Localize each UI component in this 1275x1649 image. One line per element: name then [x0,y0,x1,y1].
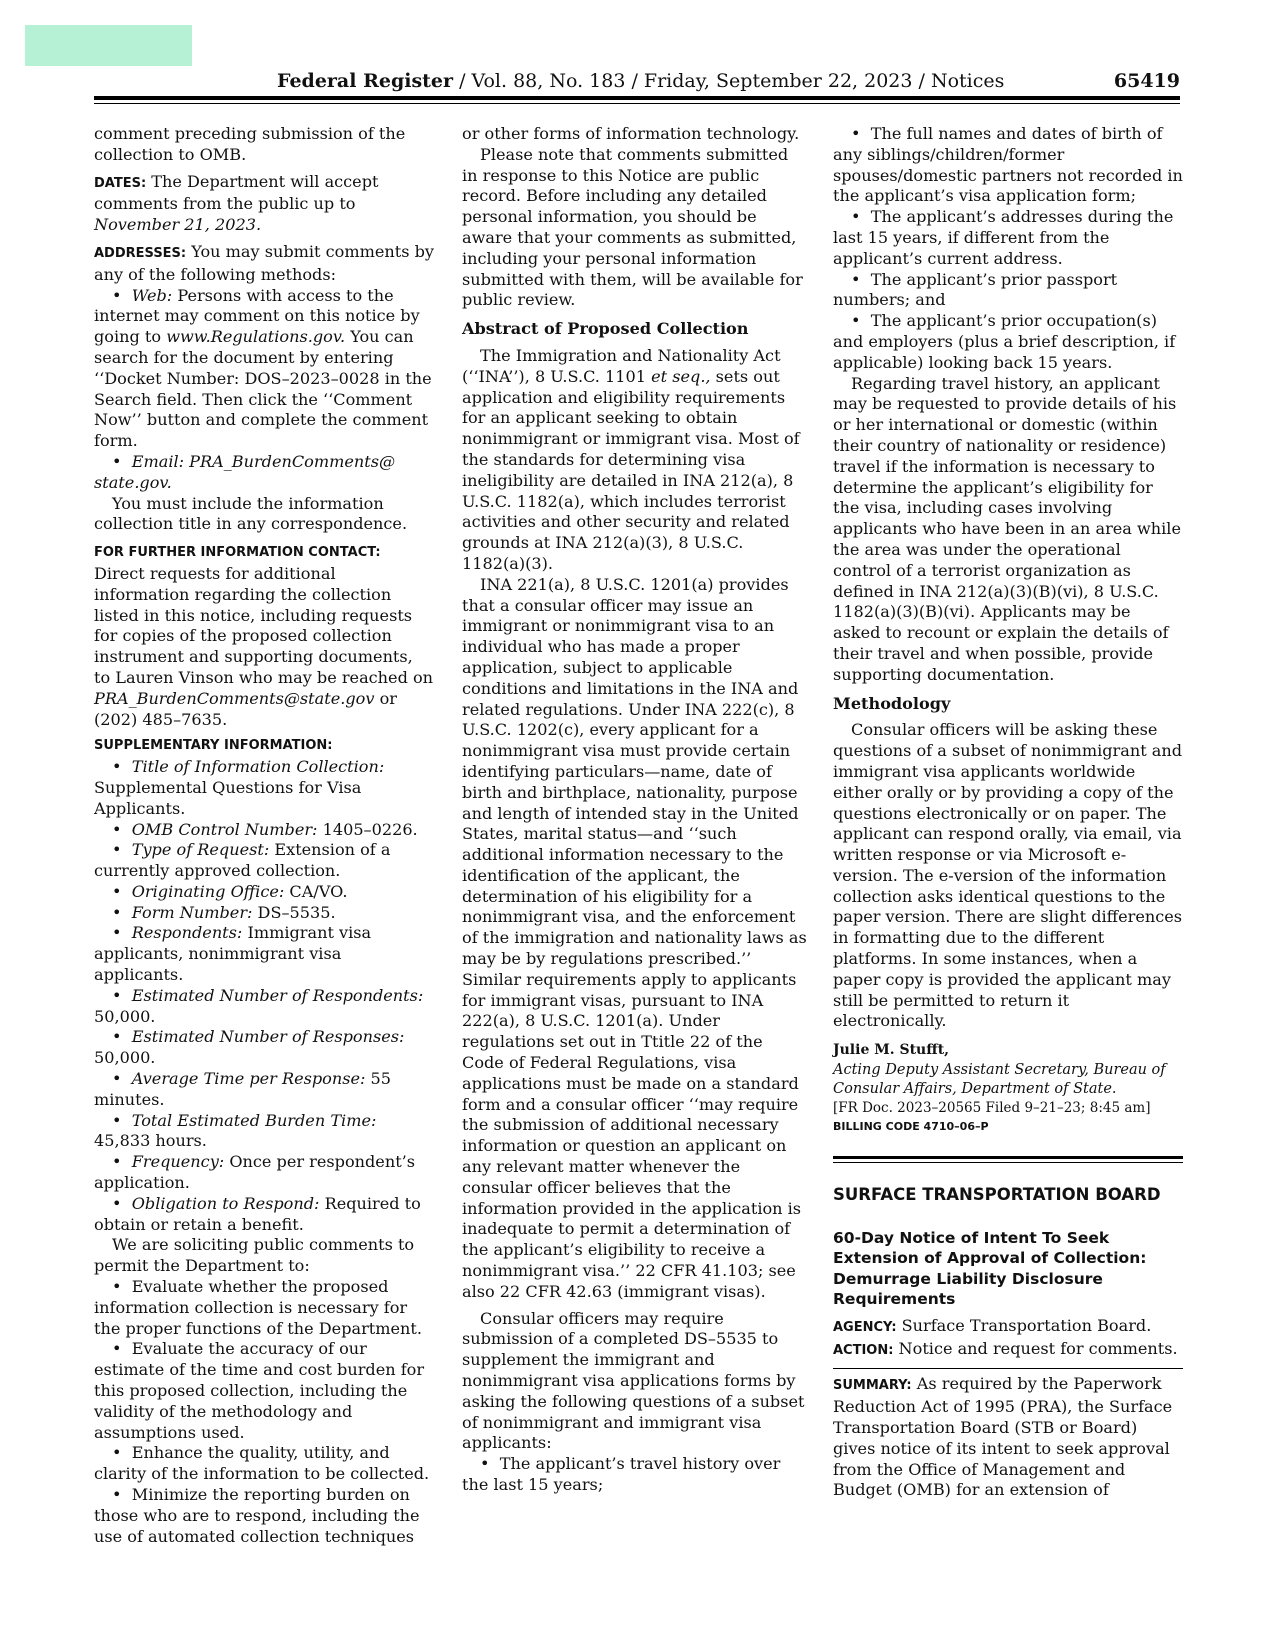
fr-doc-line: [FR Doc. 2023–20565 Filed 9–21–23; 8:45 am] [833,1100,1151,1117]
list-item: • Evaluate whether the proposed information collection is necessary for the proper functions of the Department. [94,1277,422,1338]
intro-paragraph: comment preceding submission of the collection to OMB. [94,124,406,164]
section-divider-thin [833,1162,1183,1163]
methodology-paragraph: Consular officers will be asking these questions of a subset of nonimmigrant and immigrant visa applicants worldwide either orally or by providing a copy of the questions electronically or on paper. The applicant can respond orally, via email, via written response or via Microsoft e-version. The e-version of the information collection asks identical questions to the paper version. There are slight differences in formatting due to the different platforms. In some instances, when a paper copy is provided the applicant may still be permitted to return it electronically. [833,720,1183,1031]
header-rule-thick [94,96,1180,100]
dates-section: DATES: The Department will accept comments from the public up to November 21, 2023. [94,171,379,235]
page-header [94,70,1180,94]
list-item: • The applicant’s addresses during the last 15 years, if different from the applicant’s current address. [833,207,1174,268]
publication-name: Federal Register [277,70,454,92]
list-item: • Form Number: DS–5535. [112,902,336,922]
contact-email-link[interactable]: PRA_BurdenComments@state.gov [94,688,375,708]
action-line: ACTION: Notice and request for comments. [833,1338,1178,1358]
list-item: • Frequency: Once per respondent’s application. [94,1152,416,1193]
ina-221-paragraph: INA 221(a), 8 U.S.C. 1201(a) provides that a consular officer may issue an immigrant or nonimmigrant visa to an individual who has made a proper application, subject to applicable conditions and limitations in the INA and related regulations. Under INA 222(c), 8 U.S.C. 1202(c), every applicant for a nonimmigrant visa must provide certain identifying particulars—name, date of birth and birthplace, nationality, purpose and length of intended stay in the United States, marital status—and ‘‘such additional information necessary to the identification of the applicant, the determination of his eligibility for a nonimmigrant visa, and the enforcement of the immigration and nationality laws as may be by regulations prescribed.’’ Similar requirements apply to applicants for immigrant visas, pursuant to INA 222(a), 8 U.S.C. 1201(a). Under regulations set out in Ttitle 22 of the Code of Federal Regulations, visa applications must be made on a standard form and a consular officer ‘‘may require the submission of additional necessary information or question an applicant on any relevant matter whenever the consular officer believes that the information provided in the application is inadequate to permit a determination of the applicant’s eligibility to receive a nonimmigrant visa.’’ 22 CFR 41.103; see also 22 CFR 42.63 (immigrant visas). [462,574,807,1301]
abstract-heading: Abstract of Proposed Collection [462,319,749,339]
list-item: • The full names and dates of birth of any siblings/children/former spouses/domestic partners not recorded in the applicant’s visa application form; [833,124,1183,206]
addresses-label: ADDRESSES: [94,245,187,261]
travel-history-paragraph: Regarding travel history, an applicant may be requested to provide details of his or her international or domestic (within their country of nationality or residence) travel if the information is necessary to determine the applicant’s eligibility for the visa, including cases involving applicants who have been in an area while the area was under the operational control of a terrorist organization as defined in INA 212(a)(3)(B)(vi), 8 U.S.C. 1182(a)(3)(B)(vi). Applicants may be asked to recount or explain the details of their travel and when possible, provide supporting documentation. [833,373,1181,684]
list-item: • Evaluate the accuracy of our estimate of the time and cost burden for this proposed collection, including the validity of the methodology and assumptions used. [94,1339,425,1442]
summary-divider [833,1368,1183,1369]
list-item: • Estimated Number of Responses: 50,000. [94,1027,405,1068]
addresses-section: ADDRESSES: You may submit comments by any of the following methods: [94,241,434,284]
ina-paragraph: The Immigration and Nationality Act (‘‘INA’’), 8 U.S.C. 1101 et seq., sets out application and eligibility requirements for an applicant seeking to obtain nonimmigrant or immigrant visa. Most of the standards for determining visa ineligibility are detailed in INA 212(a), 8 U.S.C. 1182(a), which includes terrorist activities and other security and related grounds at INA 212(a)(3), 8 U.S.C. 1182(a)(3). [462,345,800,573]
list-item: • The applicant’s prior passport numbers; and [833,269,1118,310]
public-record-note: Please note that comments submitted in response to this Notice are public record. Before including any detailed personal information, you should be aware that your comments as submitted, including your personal information submitted with them, will be available for public review. [462,144,803,310]
list-item: • The applicant’s travel history over the last 15 years; [462,1454,781,1494]
methodology-heading: Methodology [833,693,951,713]
include-title-note: You must include the information collection title in any correspondence. [94,493,408,534]
contact-label: FOR FURTHER INFORMATION CONTACT: [94,545,381,561]
email-method: • Email: PRA_BurdenComments@ state.gov. [94,451,396,492]
soliciting-paragraph: We are soliciting public comments to permit the Department to: [94,1235,415,1276]
highlight-tag [25,25,192,66]
list-item: • OMB Control Number: 1405–0226. [112,819,418,839]
column-1 [94,124,434,1547]
continued-paragraph: or other forms of information technology. [462,124,800,143]
dates-label: DATES: [94,175,147,191]
list-item: • Average Time per Response: 55 minutes. [94,1069,392,1109]
billing-code: BILLING CODE 4710–06–P [833,1120,989,1134]
list-item: • Originating Office: CA/VO. [112,881,348,901]
list-item: • Title of Information Collection: Supplemental Questions for Visa Applicants. [94,757,385,818]
web-method: • Web: Persons with access to the internet may comment on this notice by going to www.Regulations.gov. You can search for the document by entering ‘‘Docket Number: DOS–2023–0028 in the Search field. Then click the ‘‘Comment Now’’ button and complete the comment form. [94,285,432,451]
list-item: • Minimize the reporting burden on those who are to respond, including the use of automated collection techniques [94,1485,420,1546]
signer-name: Julie M. Stufft, [833,1042,950,1059]
list-item: • Estimated Number of Respondents: 50,000. [94,985,424,1026]
list-item: • Enhance the quality, utility, and clarity of the information to be collected. [94,1443,430,1484]
masthead [277,70,1004,92]
list-item: • Type of Request: Extension of a currently approved collection. [94,840,391,881]
column-3 [833,124,1183,1501]
agency-heading: SURFACE TRANSPORTATION BOARD [833,1185,1161,1205]
agency-line: AGENCY: Surface Transportation Board. [833,1315,1152,1335]
collection-details-list [94,757,434,1235]
consular-paragraph: Consular officers may require submission of a completed DS–5535 to supplement the immigrant and nonimmigrant visa applications forms by asking the following questions of a subset of nonimmigrant and immigrant visa applicants: [462,1308,805,1453]
notice-title: 60-Day Notice of Intent To Seek Extension of Approval of Collection: Demurrage Liability Disclosure Requirements [833,1228,1147,1309]
contact-section: FOR FURTHER INFORMATION CONTACT: Direct requests for additional information regarding the collection listed in this notice, including requests for copies of the proposed collection instrument and supporting documents, to Lauren Vinson who may be reached on PRA_BurdenComments@state.gov or (202) 485–7635. [94,545,434,729]
list-item: • Obligation to Respond: Required to obtain or retain a benefit. [94,1193,421,1234]
signer-title: Acting Deputy Assistant Secretary, Bureau of Consular Affairs, Department of State. [833,1062,1166,1098]
page-number: 65419 [1113,70,1180,92]
column-2 [462,124,808,1496]
list-item: • Total Estimated Burden Time: 45,833 hours. [94,1110,377,1151]
issue-citation: / Vol. 88, No. 183 / Friday, September 22, 2023 / Notices [453,70,1005,92]
comment-deadline: November 21, 2023. [94,215,262,235]
header-rule-thin [94,103,1180,104]
regulations-link[interactable]: www.Regulations.gov. [166,327,346,347]
summary-paragraph: SUMMARY: As required by the Paperwork Reduction Act of 1995 (PRA), the Surface Transportation Board (STB or Board) gives notice of its intent to seek approval from the Office of Management and Budget (OMB) for an extension of [833,1374,1173,1500]
email-link[interactable]: Email: PRA_BurdenComments@ state.gov. [94,451,396,492]
supplementary-label: SUPPLEMENTARY INFORMATION: [94,738,333,754]
list-item: • Respondents: Immigrant visa applicants, nonimmigrant visa applicants. [94,923,372,985]
list-item: • The applicant’s prior occupation(s) and employers (plus a brief description, if applicable) looking back 15 years. [833,311,1176,372]
section-divider-thick [833,1156,1183,1159]
